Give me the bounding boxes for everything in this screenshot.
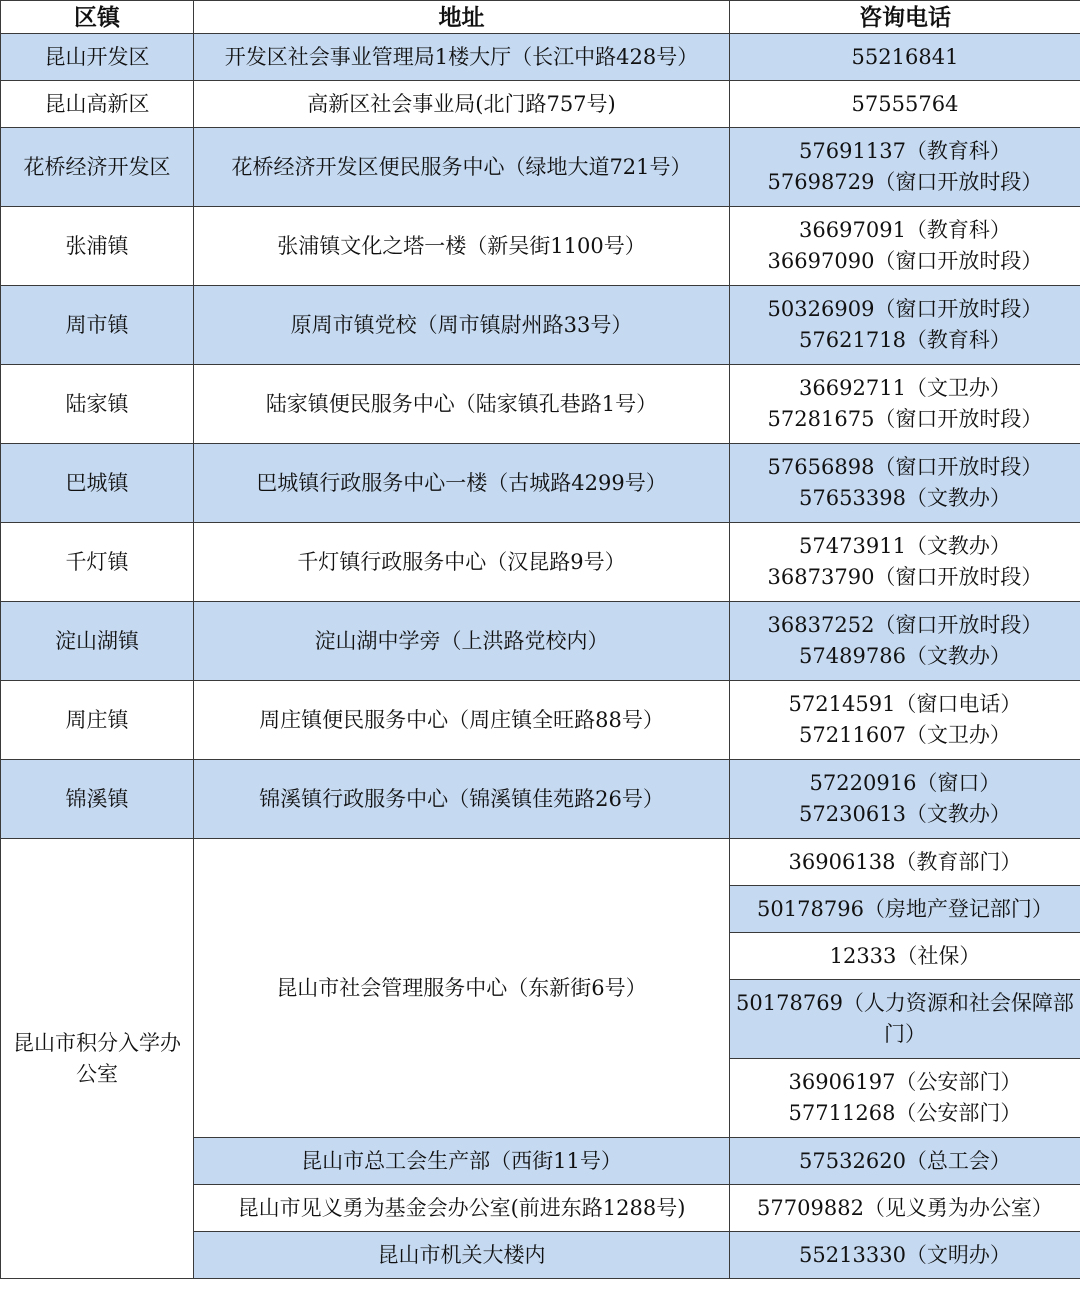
table-row bbox=[1, 81, 1080, 128]
table-row bbox=[1, 839, 1080, 886]
phone-cell bbox=[730, 980, 1080, 1059]
phone-number: 57698729（窗口开放时段） bbox=[767, 170, 1043, 194]
address-cell: 淀山湖中学旁（上洪路党校内） bbox=[194, 602, 730, 681]
phone-number: 36837252（窗口开放时段） bbox=[767, 613, 1043, 637]
table-row bbox=[1, 365, 1080, 444]
table-header-row bbox=[1, 1, 1080, 34]
table-row bbox=[1, 760, 1080, 839]
address-cell: 锦溪镇行政服务中心（锦溪镇佳苑路26号） bbox=[194, 760, 730, 839]
address-cell: 陆家镇便民服务中心（陆家镇孔巷路1号） bbox=[194, 365, 730, 444]
address-cell: 昆山市见义勇为基金会办公室(前进东路1288号) bbox=[194, 1185, 730, 1232]
phone-cell bbox=[730, 365, 1080, 444]
address-cell: 昆山市总工会生产部（西街11号） bbox=[194, 1138, 730, 1185]
phone-cell bbox=[730, 34, 1080, 81]
phone-cell bbox=[730, 1185, 1080, 1232]
table-row bbox=[1, 681, 1080, 760]
phone-number: 57220916（窗口） bbox=[809, 771, 1001, 795]
header-address: 地址 bbox=[194, 1, 730, 34]
phone-number: 57709882（见义勇为办公室） bbox=[757, 1195, 1053, 1220]
phone-number: 36697090（窗口开放时段） bbox=[767, 249, 1043, 273]
phone-cell bbox=[730, 128, 1080, 207]
table-row bbox=[1, 444, 1080, 523]
phone-number: 57281675（窗口开放时段） bbox=[767, 407, 1043, 431]
address-cell: 原周市镇党校（周市镇尉州路33号） bbox=[194, 286, 730, 365]
phone-cell bbox=[730, 81, 1080, 128]
phone-number: 57656898（窗口开放时段） bbox=[767, 455, 1043, 479]
phone-number: 57532620（总工会） bbox=[799, 1148, 1011, 1173]
phone-number: 36697091（教育科） bbox=[799, 218, 1011, 242]
table-row bbox=[1, 523, 1080, 602]
phone-number: 57230613（文教办） bbox=[799, 802, 1011, 826]
address-cell: 昆山市机关大楼内 bbox=[194, 1232, 730, 1279]
phone-number: 50178796（房地产登记部门） bbox=[757, 896, 1053, 921]
district-cell: 周市镇 bbox=[1, 286, 194, 365]
phone-number: 36873790（窗口开放时段） bbox=[767, 565, 1043, 589]
phone-number: 57621718（教育科） bbox=[799, 328, 1011, 352]
phone-cell bbox=[730, 886, 1080, 933]
header-district: 区镇 bbox=[1, 1, 194, 34]
phone-number: 57489786（文教办） bbox=[799, 644, 1011, 668]
address-cell: 花桥经济开发区便民服务中心（绿地大道721号） bbox=[194, 128, 730, 207]
table-row bbox=[1, 34, 1080, 81]
district-cell: 千灯镇 bbox=[1, 523, 194, 602]
phone-number: 57691137（教育科） bbox=[799, 139, 1011, 163]
table-row bbox=[1, 602, 1080, 681]
phone-number: 57473911（文教办） bbox=[799, 534, 1011, 558]
phone-cell bbox=[730, 933, 1080, 980]
phone-cell bbox=[730, 444, 1080, 523]
phone-number: 36906197（公安部门） bbox=[788, 1070, 1022, 1094]
phone-number: 36906138（教育部门） bbox=[788, 849, 1022, 874]
district-cell: 淀山湖镇 bbox=[1, 602, 194, 681]
table-row bbox=[1, 128, 1080, 207]
phone-cell bbox=[730, 1232, 1080, 1279]
district-cell: 巴城镇 bbox=[1, 444, 194, 523]
phone-number: 12333（社保） bbox=[829, 943, 981, 968]
phone-number: 55213330（文明办） bbox=[799, 1242, 1011, 1267]
district-cell: 周庄镇 bbox=[1, 681, 194, 760]
address-cell: 千灯镇行政服务中心（汉昆路9号） bbox=[194, 523, 730, 602]
phone-cell bbox=[730, 207, 1080, 286]
phone-cell bbox=[730, 1138, 1080, 1185]
address-cell: 张浦镇文化之塔一楼（新吴街1100号） bbox=[194, 207, 730, 286]
table-row bbox=[1, 207, 1080, 286]
address-cell: 周庄镇便民服务中心（周庄镇全旺路88号） bbox=[194, 681, 730, 760]
office-district-cell bbox=[1, 839, 194, 1279]
phone-number: 57211607（文卫办） bbox=[799, 723, 1011, 747]
phone-number: 55216841 bbox=[851, 44, 959, 69]
phone-number: 50178769（人力资源和社会保障部门） bbox=[736, 991, 1074, 1046]
district-cell: 陆家镇 bbox=[1, 365, 194, 444]
phone-cell bbox=[730, 839, 1080, 886]
district-cell: 锦溪镇 bbox=[1, 760, 194, 839]
phone-number: 57653398（文教办） bbox=[799, 486, 1011, 510]
district-cell: 昆山高新区 bbox=[1, 81, 194, 128]
phone-cell bbox=[730, 602, 1080, 681]
phone-number: 57711268（公安部门） bbox=[788, 1101, 1022, 1125]
phone-number: 57555764 bbox=[851, 91, 959, 116]
phone-number: 57214591（窗口电话） bbox=[788, 692, 1022, 716]
phone-cell bbox=[730, 1059, 1080, 1138]
table-row bbox=[1, 286, 1080, 365]
district-cell: 花桥经济开发区 bbox=[1, 128, 194, 207]
phone-cell bbox=[730, 523, 1080, 602]
phone-cell bbox=[730, 760, 1080, 839]
phone-cell bbox=[730, 681, 1080, 760]
district-cell: 张浦镇 bbox=[1, 207, 194, 286]
address-cell: 巴城镇行政服务中心一楼（古城路4299号） bbox=[194, 444, 730, 523]
center-address-cell: 昆山市社会管理服务中心（东新街6号） bbox=[194, 839, 730, 1138]
address-cell: 开发区社会事业管理局1楼大厅（长江中路428号） bbox=[194, 34, 730, 81]
phone-number: 50326909（窗口开放时段） bbox=[767, 297, 1043, 321]
district-cell: 昆山开发区 bbox=[1, 34, 194, 81]
phone-cell bbox=[730, 286, 1080, 365]
address-cell: 高新区社会事业局(北门路757号) bbox=[194, 81, 730, 128]
phone-number: 36692711（文卫办） bbox=[799, 376, 1011, 400]
office-district-label: 昆山市积分入学办公室 bbox=[13, 1030, 181, 1086]
header-phone: 咨询电话 bbox=[730, 1, 1080, 34]
